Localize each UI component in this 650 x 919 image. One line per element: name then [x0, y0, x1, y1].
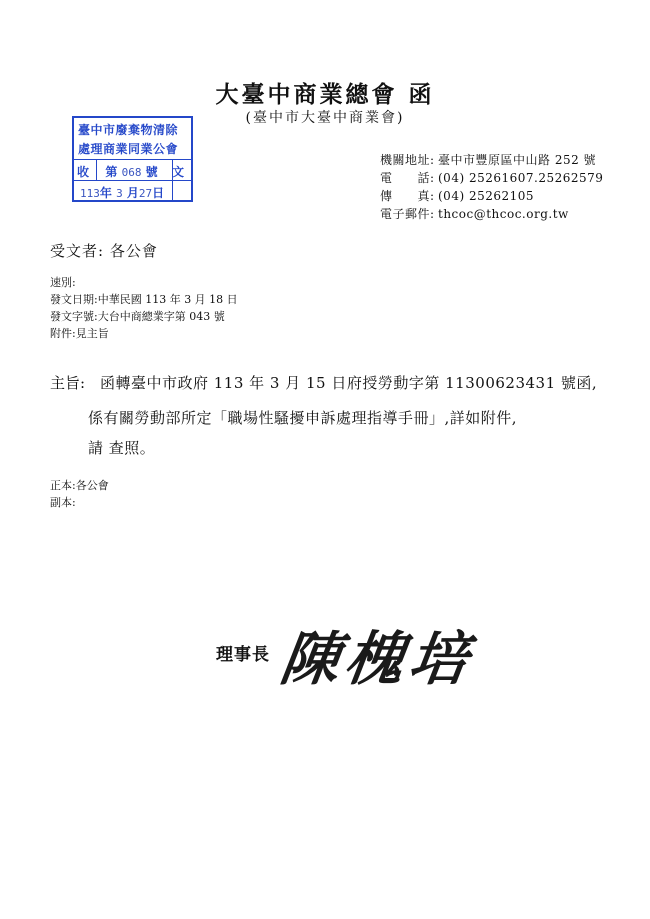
subject-line-2: 係有關勞動部所定「職場性騷擾申訴處理指導手冊」,詳如附件,: [88, 409, 518, 427]
stamp-day-unit: 日: [152, 186, 165, 200]
stamp-number-suffix: 號: [145, 165, 158, 179]
meta-speed: 速別:: [50, 276, 76, 289]
contact-fax-label: 傳 真:: [380, 189, 435, 203]
contact-email-value: thcoc@thcoc.org.tw: [438, 207, 569, 221]
receipt-stamp: [72, 116, 193, 202]
contact-fax-value: (04) 25262105: [438, 189, 535, 203]
contact-email: [380, 205, 569, 222]
meta-attachment: 附件:見主旨: [50, 327, 109, 340]
subject-line-3: 請 查照。: [88, 439, 156, 457]
meta-doc-no: 發文字號:大台中商總業字第 043 號: [50, 310, 225, 323]
contact-email-label: 電子郵件:: [380, 207, 435, 221]
contact-address-label: 機關地址:: [380, 153, 435, 167]
stamp-number-row: [77, 163, 184, 180]
contact-phone: [380, 169, 603, 186]
subject-line-1: 函轉臺中市政府 113 年 3 月 15 日府授勞動字第 11300623431 號函,: [100, 374, 598, 392]
distribution-copy: 副本:: [50, 496, 76, 509]
stamp-year-unit: 年: [99, 186, 112, 200]
document-subtitle: (臺中市大臺中商業會): [245, 110, 405, 126]
stamp-date-row: [80, 184, 164, 201]
meta-date: 發文日期:中華民國 113 年 3 月 18 日: [50, 293, 238, 306]
signature-name: 陳槐培: [276, 625, 479, 693]
stamp-number-prefix: 第: [105, 165, 118, 179]
stamp-org-line1: 臺中市廢棄物清除: [78, 123, 179, 137]
stamp-month-unit: 月: [126, 186, 139, 200]
stamp-year: 113: [80, 187, 100, 200]
contact-address-value: 臺中市豐原區中山路 252 號: [438, 153, 597, 167]
stamp-doc-label: 文: [172, 165, 185, 179]
document-title: 大臺中商業總會 函: [215, 81, 435, 108]
stamp-day: 27: [138, 187, 153, 200]
stamp-received-label: 收: [77, 165, 90, 179]
distribution-main: 正本:各公會: [50, 479, 109, 492]
contact-address: [380, 151, 596, 168]
stamp-month: 3: [116, 187, 123, 200]
stamp-org-line2: 處理商業同業公會: [78, 142, 179, 156]
contact-phone-value: (04) 25261607.25262579: [438, 171, 604, 185]
subject-label: 主旨:: [50, 374, 86, 392]
signature-title: 理事長: [216, 645, 270, 665]
recipient-line: 受文者: 各公會: [50, 242, 158, 260]
stamp-number: 068: [121, 166, 142, 179]
contact-phone-label: 電 話:: [380, 171, 435, 185]
contact-fax: [380, 187, 534, 204]
